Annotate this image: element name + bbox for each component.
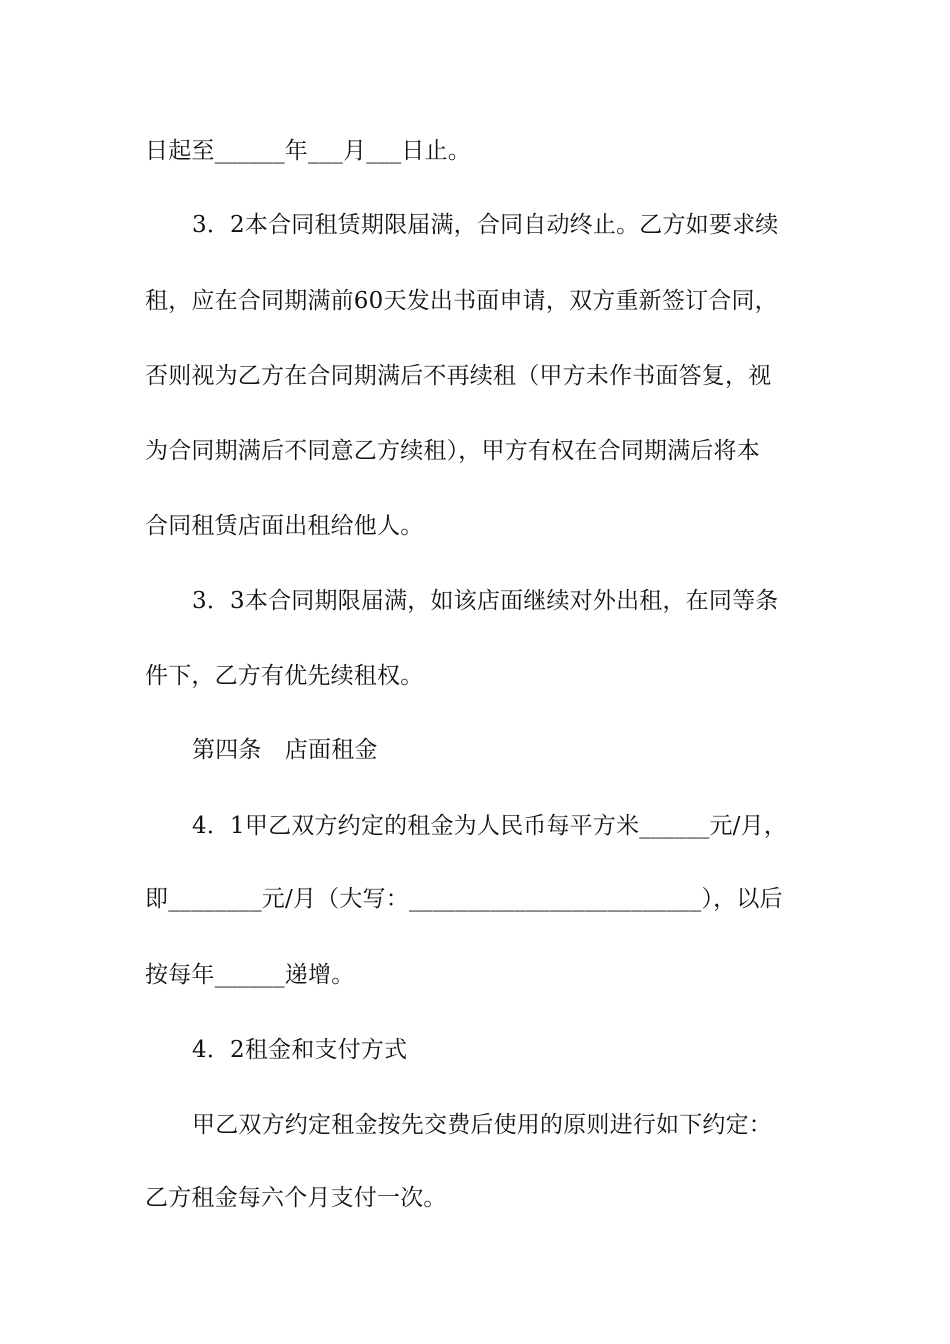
- clause-3-2-line-4: 为合同期满后不同意乙方续租），甲方有权在合同期满后将本: [145, 438, 760, 464]
- clause-4-1-line-1: 4．1甲乙双方约定的租金为人民币每平方米______元/月，: [192, 813, 788, 839]
- text-line-1: 日起至______年___月___日止。: [145, 138, 471, 164]
- clause-3-2-line-5: 合同租赁店面出租给他人。: [145, 513, 424, 539]
- clause-3-3-line-1: 3．3本合同期限届满，如该店面继续对外出租，在同等条: [192, 588, 779, 614]
- clause-3-2-line-3: 否则视为乙方在合同期满后不再续租（甲方未作书面答复，视: [145, 363, 772, 389]
- clause-4-2-line-1: 甲乙双方约定租金按先交费后使用的原则进行如下约定：: [192, 1112, 772, 1138]
- clause-3-2-line-1: 3．2本合同租赁期限届满，合同自动终止。乙方如要求续: [192, 212, 779, 238]
- article-4-heading: 第四条 店面租金: [192, 737, 378, 763]
- clause-4-1-line-2: 即________元/月（大写：_________________________），以后: [145, 886, 783, 912]
- clause-4-2-line-2: 乙方租金每六个月支付一次。: [145, 1185, 447, 1211]
- clause-4-1-line-3: 按每年______递增。: [145, 962, 355, 988]
- clause-4-2-heading: 4．2租金和支付方式: [192, 1037, 408, 1063]
- clause-3-3-line-2: 件下，乙方有优先续租权。: [145, 663, 424, 689]
- clause-3-2-line-2: 租，应在合同期满前60天发出书面申请，双方重新签订合同，: [145, 288, 778, 314]
